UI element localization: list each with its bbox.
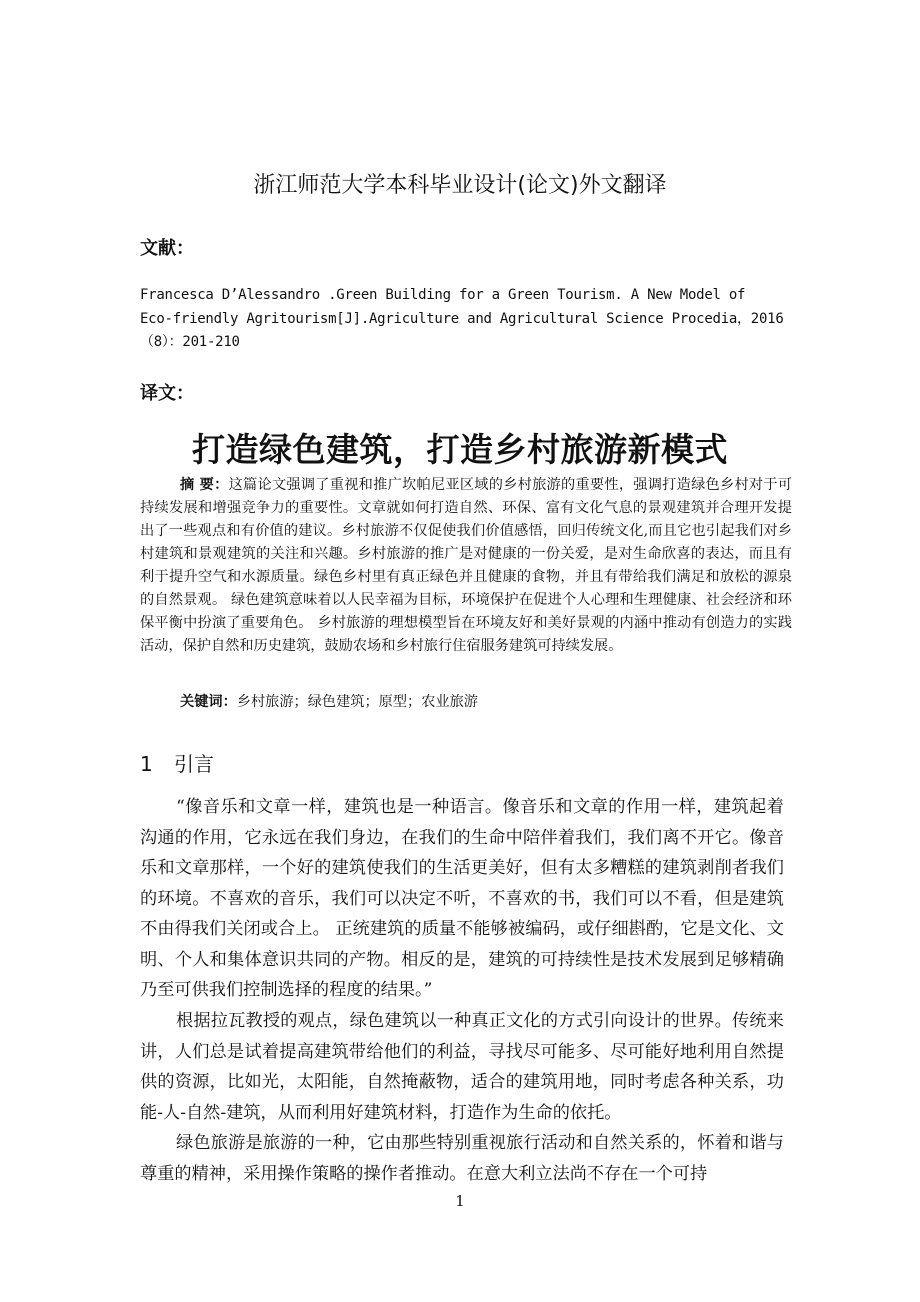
paper-title: 打造绿色建筑，打造乡村旅游新模式	[192, 430, 728, 469]
abstract	[140, 474, 792, 658]
body-paragraph-2: 根据拉瓦教授的观点，绿色建筑以一种真正文化的方式引向设计的世界。传统来讲，人们总是试着提高建筑带给他们的利益，寻找尽可能多、尽可能好地利用自然提供的资源，比如光，太阳能，自然掩蔽物，适合的建筑用地，同时考虑各种关系，功能-人-自然-建筑，从而利用好建筑材料，打造作为生命的依托。	[140, 1011, 784, 1123]
keywords	[180, 691, 478, 711]
literature-label: 文献：	[140, 238, 194, 259]
abstract-label: 摘 要：	[180, 477, 229, 493]
section-heading	[140, 748, 214, 777]
body-paragraph-3: 绿色旅游是旅游的一种，它由那些特别重视旅行活动和自然关系的，怀着和谐与尊重的精神，采用操作策略的操作者推动。在意大利立法尚不存在一个可持	[140, 1133, 784, 1184]
reference-line-3: （8）：201-210	[140, 334, 240, 350]
document-title: 浙江师范大学本科毕业设计(论文)外文翻译	[253, 173, 667, 198]
keywords-text: 乡村旅游；绿色建筑；原型；农业旅游	[236, 694, 478, 710]
page-number: 1	[455, 1192, 465, 1210]
abstract-text: 这篇论文强调了重视和推广坎帕尼亚区域的乡村旅游的重要性，强调打造绿色乡村对于可持续发展和增强竞争力的重要性。文章就如何打造自然、环保、富有文化气息的景观建筑并合理开发提出了一些观点和有价值的建议。乡村旅游不仅促使我们价值感悟，回归传统文化,而且它也引起我们对乡村建筑和景观建筑的关注和兴趣。乡村旅游的推广是对健康的一份关爱，是对生命欣喜的表达，而且有利于提升空气和水源质量。绿色乡村里有真正绿色并且健康的食物，并且有带给我们满足和放松的源泉的自然景观。 绿色建筑意味着以人民幸福为目标，环境保护在促进个人心理和生理健康、社会经济和环保平衡中扮演了重要角色。 乡村旅游的理想模型旨在环境友好和美好景观的内涵中推动有创造力的实践活动，保护自然和历史建筑，鼓励农场和乡村旅行住宿服务建筑可持续发展。	[140, 477, 792, 654]
section-title: 引言	[174, 752, 214, 776]
section-number: 1	[140, 752, 153, 776]
reference-line-2: Eco-friendly Agritourism[J].Agriculture and Agricultural Science Procedia，2016	[140, 310, 784, 327]
body-paragraph-1: “像音乐和文章一样，建筑也是一种语言。像音乐和文章的作用一样，建筑起着沟通的作用，它永远在我们身边，在我们的生命中陪伴着我们，我们离不开它。像音乐和文章那样，一个好的建筑使我们的生活更美好，但有太多糟糕的建筑剥削者我们的环境。不喜欢的音乐，我们可以决定不听，不喜欢的书，我们可以不看，但是建筑不由得我们关闭或合上。 正统建筑的质量不能够被编码，或仔细斟酌，它是文化、文明、个人和集体意识共同的产物。相反的是，建筑的可持续性是技术发展到足够精确乃至可供我们控制选择的程度的结果。”	[140, 797, 784, 1000]
translation-label: 译文：	[140, 383, 194, 404]
reference-citation	[140, 284, 790, 355]
keywords-label: 关键词：	[180, 694, 237, 710]
reference-line-1: Francesca D’Alessandro .Green Building for a Green Tourism. A New Model of	[140, 287, 746, 303]
